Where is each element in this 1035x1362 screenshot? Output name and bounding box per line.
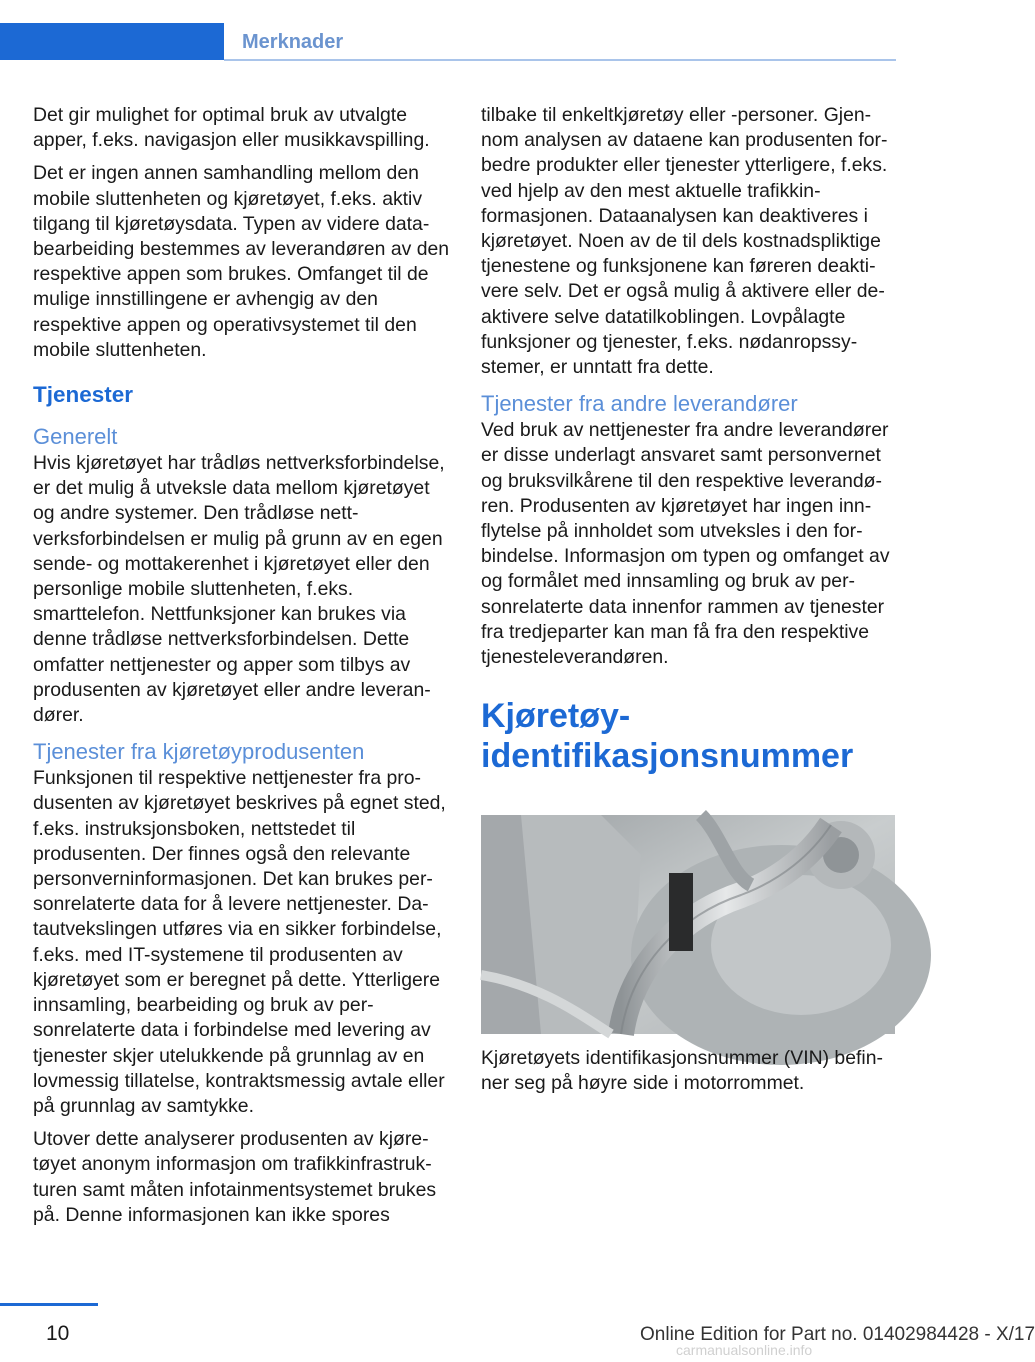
page-number: 10 — [46, 1322, 70, 1345]
heading-tjenester-andre: Tjenester fra andre leverandører — [481, 391, 798, 417]
edition-label: Online Edition for Part no. 01402984428 - X/17 — [640, 1324, 1035, 1345]
paragraph: tilbake til enkeltkjøretøy eller -personer. Gjennom analysen av dataene kan produsenten forbedre produkter eller tjenester ytterligere, f.eks. ved hjelp av den mest aktuelle trafikkinformasjonen. Dataanalysen kan deaktiveres i kjøretøyet. Noen av de til dels kostnadspliktige tjenestene og funksjonene kan føreren deaktivere selv. Det er også mulig å aktivere eller deaktivere selve datatilkoblingen. Lovpålagte funksjoner og tjenester, f.eks. nødanropssystemer, er unntatt fra dette. — [481, 104, 888, 379]
header-accent-bar — [0, 23, 224, 60]
heading-tjenester-produsenten: Tjenester fra kjøretøyprodusenten — [33, 739, 365, 765]
figure-caption — [481, 1046, 901, 1096]
left-column — [33, 103, 453, 1228]
heading-generelt: Generelt — [33, 424, 118, 450]
paragraph: Hvis kjøretøyet har trådløs nettverksforbindelse, er det mulig å utveksle data mellom kjøretøyet og andre systemer. Den trådløse nettverksforbindelsen er mulig på grunn av en egen sende- og mottakerenhet i kjøretøyet eller den personlige mobile sluttenheten, f.eks. smarttelefon. Nettfunksjoner kan brukes via denne trådløse nettverksforbindelsen. Dette omfatter nettjenester og apper som tilbys av produsenten av kjøretøyet eller andre leverandører. — [33, 452, 445, 727]
paragraph: Det gir mulighet for optimal bruk av utvalgte apper, f.eks. navigasjon eller musikkavspilling. — [33, 104, 430, 152]
heading-vin: Kjøretøyidentifikasjonsnummer — [481, 697, 854, 776]
header-rule — [224, 59, 896, 61]
caption-text: Kjøretøyets identifikasjonsnummer (VIN) befinner seg på høyre side i motorrommet. — [481, 1047, 883, 1095]
paragraph: Det er ingen annen samhandling mellom den mobile sluttenheten og kjøretøyet, f.eks. aktiv tilgang til kjøretøysdata. Typen av videre databearbeiding bestemmes av leverandøren av den respektive appen som brukes. Omfanget til de mulige innstillingene er avhengig av den respektive appen og operativsystemet til den mobile sluttenheten. — [33, 162, 450, 361]
engine-bay-photo — [481, 815, 895, 1034]
heading-tjenester: Tjenester — [33, 382, 134, 408]
paragraph: Ved bruk av nettjenester fra andre leverandører er disse underlagt ansvaret samt personvernet og bruksvilkårene til den respektive leverandøren. Produsenten av kjøretøyet har ingen innflytelse på innholdet som utveksles i den forbindelse. Informasjon om typen og omfanget av og formålet med innsamling og bruk av personrelaterte data innenfor rammen av tjenester fra tredjeparter kan man få fra den respektive tjenesteleverandøren. — [481, 419, 890, 669]
watermark: carmanualsonline.info — [676, 1342, 813, 1358]
section-title: Merknader — [242, 31, 344, 53]
paragraph: Funksjonen til respektive nettjenester fra produsenten av kjøretøyet beskrives på egnet sted, f.eks. instruksjonsboken, nettstedet til produsenten. Der finnes også den relevante personverninformasjonen. Det kan brukes personrelaterte data for å levere nettjenester. Datautvekslingen utføres via en sikker forbindelse, f.eks. med IT-systemene til produsenten av kjøretøyet som er beregnet på dette. Ytterligere innsamling, bearbeiding og bruk av personrelaterte data i forbindelse med levering av tjenester skjer utelukkende på grunnlag av en lovmessig tillatelse, kontraktsmessig avtale eller på grunnlag av samtykke. — [33, 767, 446, 1117]
paragraph: Utover dette analyserer produsenten av kjøretøyet anonym informasjon om trafikkinfrastrukturen samt måten infotainmentsystemet brukes på. Denne informasjonen kan ikke spores — [33, 1128, 437, 1226]
footer-rule — [0, 1303, 98, 1306]
right-column — [481, 103, 901, 794]
